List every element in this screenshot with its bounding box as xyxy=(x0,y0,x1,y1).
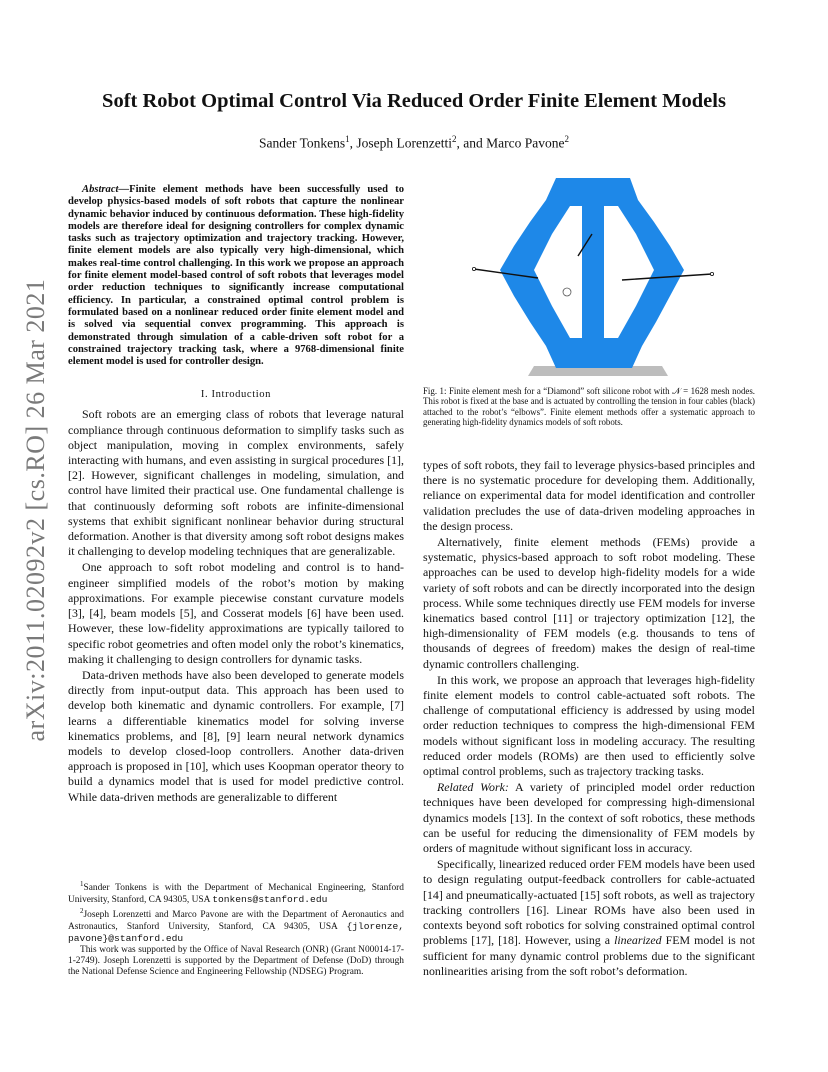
footnote: $^2$Joseph Lorenzetti and Marco Pavone are with the Department of Aeronautics and Astronautics, Stanford University, Stanford, CA 94305, USA {jlorenze, pavone}@stanford.edu xyxy=(68,907,405,945)
footnote: $^1$Sander Tonkens is with the Department of Mechanical Engineering, Stanford University, Stanford, CA 94305, USA tonkens@stanford.edu xyxy=(68,880,404,906)
footnote-text: Joseph Lorenzetti and Marco Pavone are with the Department of Aeronautics and Astronautics, Stanford University, Stanford, CA 94305, USA xyxy=(68,910,404,933)
body-text: Specifically, linearized reduced order FEM models have been used to design regulating output-feedback controllers for cable-actuated [14] and pneumatically-actuated [15] soft robots, as well as trajectory tracking controllers [16]. Linear ROMs have also been used in contexts beyond soft robotics for solving constrained optimal control problems [17], [18]. However, using a xyxy=(423,857,755,948)
right-column xyxy=(423,458,755,979)
abstract-label: Abstract— xyxy=(82,184,130,195)
cable-anchor xyxy=(710,272,713,275)
body-text: FEM model is not sufficient for many dynamic control problems due to the significant nonlinearities arising from the soft robot’s deformation. xyxy=(423,933,756,978)
body-paragraph: One approach to soft robot modeling and control is to hand-engineer simplified models of the robot’s motion by making approximations. For example piecewise constant curvature models [3], [4], beam models [5], and Cosserat models [6] have been used. However, these low-fidelity approximations are typically tailored to specific robot geometries and often model only the robot’s kinematics, making it challenging to design controllers for dynamic tasks. xyxy=(68,560,404,666)
author-name: Sander Tonkens xyxy=(259,135,346,151)
author-list: Sander Tonkens$^1$, Joseph Lorenzetti$^2$, and Marco Pavone$^2$ xyxy=(259,134,569,151)
related-work-paragraph xyxy=(423,780,755,856)
abstract-text: Finite element methods have been successfully used to develop physics-based models of soft robots that capture the nonlinear dynamic behavior induced by continuous deformation. These high-fidelity models are therefore ideal for designing controllers for complex dynamic tasks such as trajectory optimization and trajectory tracking. However, finite element models are also typically very high-dimensional, which makes real-time control challenging. In this work we propose an approach for finite element model-based control of soft robots that leverages model order reduction techniques to significantly increase computational efficiency. In particular, a constrained optimal control problem is formulated based on a nonlinear reduced order finite element model and is solved via sequential convex programming. This approach is demonstrated through simulation of a cable-driven soft robot for a constrained trajectory tracking task, where a 9768-dimensional finite element model is used for controller design. xyxy=(68,184,404,368)
footnote: This work was supported by the Office of Naval Research (ONR) (Grant N00014-17-1-2749). Joseph Lorenzetti is supported by the Department of Defense (DoD) through the National Defense Science and Engineering Fellowship (NDSEG) Program. xyxy=(68,945,404,978)
body-paragraph: Data-driven methods have also been developed to generate models directly from input-output data. This approach has been used to develop both kinematic and dynamic controllers. For example, [7] learns a differentiable kinematics model for solving inverse kinematics problems, and [8], [9] learn neural network dynamics models to develop closed-loop controllers. Another data-driven approach is proposed in [10], which uses Koopman operator theory to build a dynamics model that is used for model predictive control. While data-driven methods are generalizable to different xyxy=(68,667,404,804)
diamond-robot-mesh-icon xyxy=(470,176,716,380)
author-name: and Marco Pavone xyxy=(463,135,565,151)
arxiv-identifier: arXiv:2011.02092v2 [cs.RO] 26 Mar 2021 xyxy=(21,278,50,742)
robot-spine xyxy=(582,182,604,368)
footnote-text: Sander Tonkens is with the Department of Mechanical Engineering, Stanford University, Stanford, CA 94305, USA xyxy=(68,883,404,906)
cable-anchor xyxy=(472,267,475,270)
author-affiliation-mark: 2 xyxy=(452,134,457,144)
body-paragraph: Soft robots are an emerging class of robots that leverage natural compliance through continuous deformation to simplify tasks such as object manipulation, moving in complex environments, safely interacting with humans, and even assisting in surgical procedures [1], [2]. However, significant challenges in modeling, simulation, and control have limited their practical use. One fundamental challenge is that continuously deforming soft robots are infinite-dimensional systems that exhibit significant nonlinear behavior during structural deformation. Another is that diversity among soft robot designs makes it challenging to develop modeling techniques that are generalizable. xyxy=(68,407,404,559)
cable-anchor xyxy=(563,288,571,296)
paper-title: Soft Robot Optimal Control Via Reduced Order Finite Element Models xyxy=(102,90,726,112)
abstract xyxy=(68,184,404,368)
footnote-email[interactable]: {jlorenze, pavone}@stanford.edu xyxy=(68,921,405,945)
body-paragraph: types of soft robots, they fail to leverage physics-based principles and there is no systematic procedure for developing them. Additionally, reliance on experimental data for model identification and controller validation precludes the use of data-driven modeling approaches in the design process. xyxy=(423,458,755,533)
section-heading: I. Introduction xyxy=(200,389,272,401)
related-work-label: Related Work: xyxy=(437,780,509,795)
footnotes xyxy=(68,879,404,978)
footnote-email[interactable]: tonkens@stanford.edu xyxy=(212,894,328,906)
body-paragraph: In this work, we propose an approach that leverages high-fidelity finite element models to control cable-actuated soft robots. The challenge of computational efficiency is addressed by using model order reduction techniques to compress the high-dimensional FEM models without significant loss in modeling accuracy. The resulting reduced order models (ROMs) are then used to efficiently solve optimal control problems, such as trajectory tracking tasks. xyxy=(423,672,755,779)
body-paragraph xyxy=(423,857,755,979)
figure-diamond-robot xyxy=(470,176,716,380)
figure-caption: Fig. 1: Finite element mesh for a “Diamond” soft silicone robot with 𝒩 = 1628 mesh nodes. This robot is fixed at the base and is actuated by controlling the tension in four cables (black) attached to the robot’s “elbows”. Finite element methods offer a systematic approach to generating high-fidelity dynamics models of soft robots. xyxy=(423,386,755,428)
related-work-text: A variety of principled model order reduction techniques have been developed for compressing high-dimensional dynamics models [13]. In the context of soft robotics, these methods can be useful for reducing the dimensionality of FEM models by orders of magnitude without significant loss in accuracy. xyxy=(423,780,755,856)
body-paragraph: Alternatively, finite element methods (FEMs) provide a systematic, physics-based approach to soft robot modeling. These approaches can be used to develop high-fidelity models for a wide variety of soft robots and can be directly incorporated into the design process. While some techniques directly use FEM models for inverse kinematics based control [11] or trajectory optimization [12], the high-dimensionality of FEM models (e.g. thousands to tens of thousands of degrees of freedom) makes the design of real-time dynamic controllers challenging. xyxy=(423,535,755,671)
author-affiliation-mark: 1 xyxy=(345,134,350,144)
author-affiliation-mark: 2 xyxy=(564,134,569,144)
arxiv-sidebar xyxy=(6,270,66,750)
left-column xyxy=(68,184,404,805)
author-name: Joseph Lorenzetti xyxy=(356,135,453,151)
emphasis: linearized xyxy=(614,933,662,948)
